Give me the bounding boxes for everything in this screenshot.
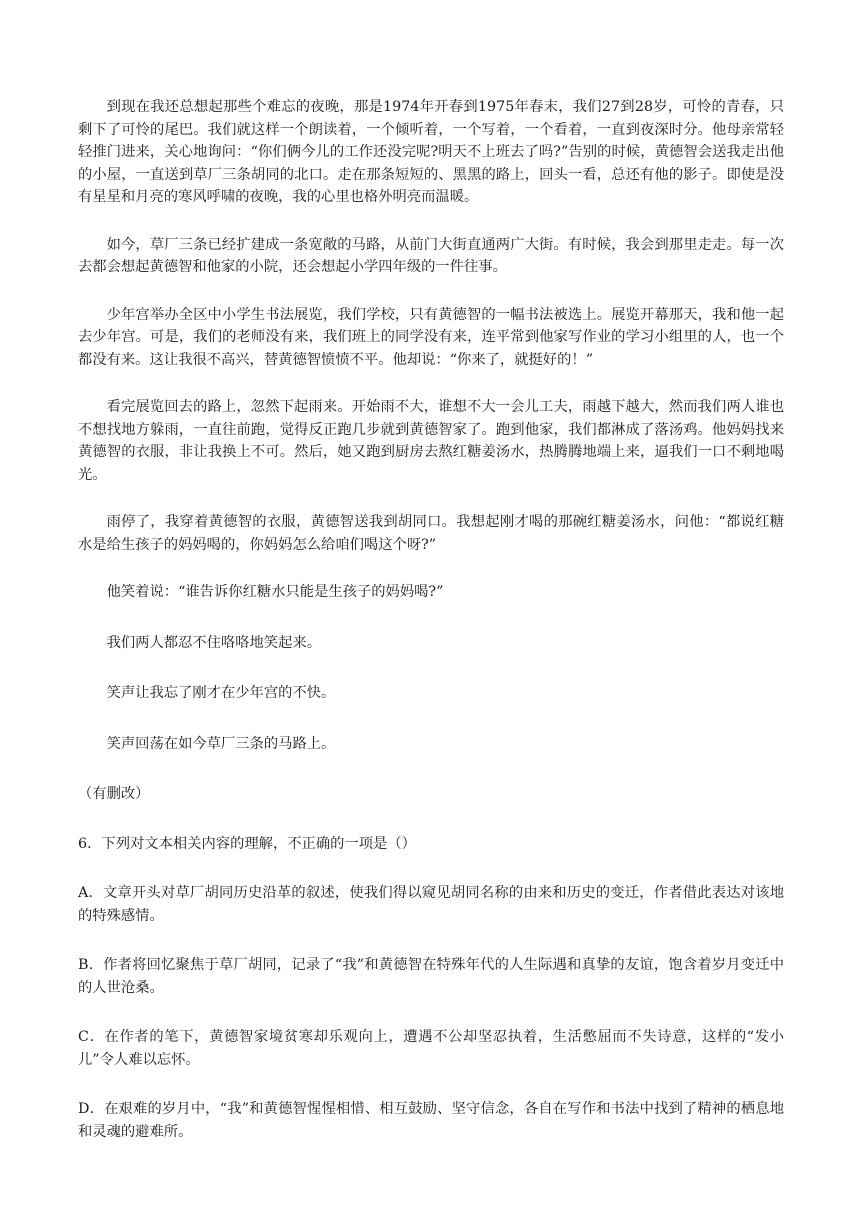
passage-paragraph-6: 他笑着说：“谁告诉你红糖水只能是生孩子的妈妈喝?”	[106, 584, 444, 600]
option-c: C．在作者的笔下，黄德智家境贫寒却乐观向上，遭遇不公却坚忍执着，生活憋屈而不失诗意，这样的“发小儿”令人难以忘怀。	[78, 1029, 784, 1068]
option-a: A．文章开头对草厂胡同历史沿革的叙述，使我们得以窥见胡同名称的由来和历史的变迁，作者借此表达对该地的特殊感情。	[78, 885, 784, 924]
passage-paragraph-9: 笑声回荡在如今草厂三条的马路上。	[106, 735, 336, 752]
passage-paragraph-5: 雨停了，我穿着黄德智的衣服，黄德智送我到胡同口。我想起刚才喝的那碗红糖姜汤水，问他：“都说红糖水是给生孩子的妈妈喝的，你妈妈怎么给咱们喝这个呀?”	[78, 514, 784, 553]
question-stem: 6．下列对文本相关内容的理解，不正确的一项是（）	[78, 835, 416, 852]
edit-note: （有删改）	[78, 786, 150, 802]
document-page	[78, 96, 784, 1170]
passage-paragraph-8: 笑声让我忘了刚才在少年宫的不快。	[106, 685, 336, 701]
passage-paragraph-1: 到现在我还总想起那些个难忘的夜晚，那是1974年开春到1975年春末，我们27到28岁，可怜的青春，只剩下了可怜的尾巴。我们就这样一个朗读着，一个倾听着，一个写着，一个看着，一直到夜深时分。他母亲常轻轻推门进来，关心地询问：“你们俩今儿的工作还没完呢?明天不上班去了吗?”告别的时候，黄德智会送我走出他的小屋，一直送到草厂三条胡同的北口。走在那条短短的、黑黑的路上，回头一看，总还有他的影子。即使是没有星星和月亮的寒风呼啸的夜晚，我的心里也格外明亮而温暖。	[78, 99, 784, 205]
option-b: B．作者将回忆聚焦于草厂胡同，记录了“我”和黄德智在特殊年代的人生际遇和真挚的友谊，饱含着岁月变迁中的人世沧桑。	[78, 957, 784, 996]
passage-paragraph-7: 我们两人都忍不住咯咯地笑起来。	[106, 634, 322, 651]
passage-paragraph-3: 少年宫举办全区中小学生书法展览，我们学校，只有黄德智的一幅书法被选上。展览开幕那天，我和他一起去少年宫。可是，我们的老师没有来，我们班上的同学没有来，连平常到他家写作业的学习小组里的人，也一个都没有来。这让我很不高兴，替黄德智愤愤不平。他却说：“你来了，就挺好的！”	[78, 306, 784, 368]
passage-paragraph-4: 看完展览回去的路上，忽然下起雨来。开始雨不大，谁想不大一会儿工夫，雨越下越大，然而我们两人谁也不想找地方躲雨，一直往前跑，觉得反正跑几步就到黄德智家了。跑到他家，我们都淋成了落汤鸡。他妈妈找来黄德智的衣服，非让我换上不可。然后，她又跑到厨房去熬红糖姜汤水，热腾腾地端上来，逼我们一口不剩地喝光。	[78, 399, 784, 483]
option-d: D．在艰难的岁月中，“我”和黄德智惺惺相惜、相互鼓励、坚守信念，各自在写作和书法中找到了精神的栖息地和灵魂的避难所。	[78, 1101, 784, 1140]
passage-paragraph-2: 如今，草厂三条已经扩建成一条宽敞的马路，从前门大街直通两广大街。有时候，我会到那里走走。每一次去都会想起黄德智和他家的小院，还会想起小学四年级的一件往事。	[78, 236, 784, 275]
